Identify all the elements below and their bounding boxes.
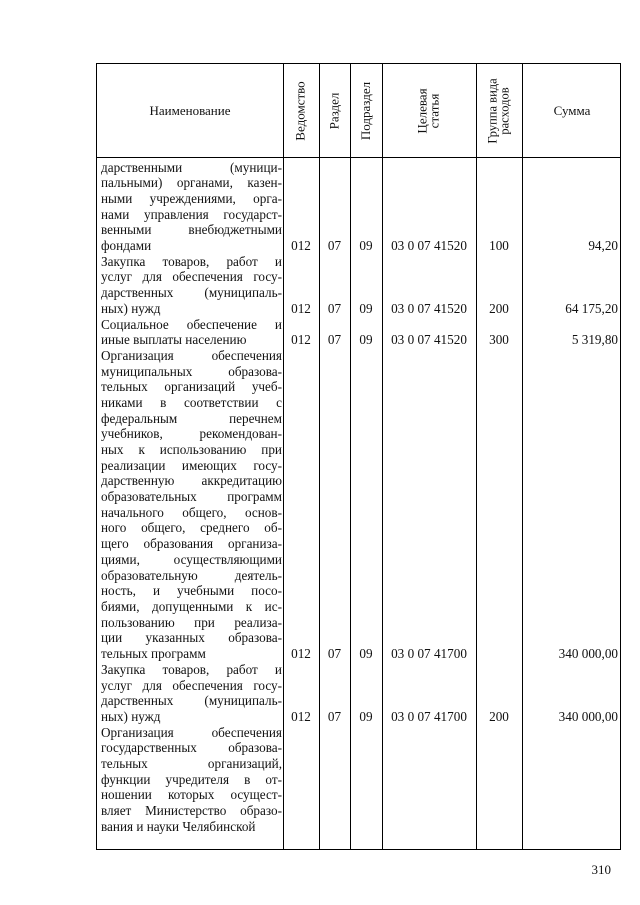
col-divider bbox=[476, 64, 477, 849]
row-name-line: Организация обеспечения bbox=[101, 724, 282, 740]
row-name-line: вляет Министерство образо- bbox=[101, 803, 282, 819]
row-name-line: тельных организаций, bbox=[101, 756, 282, 772]
header-target-line2: статья bbox=[426, 93, 442, 128]
row-name-line: тельных программ bbox=[101, 645, 206, 661]
cell-subsection: 09 bbox=[359, 300, 373, 316]
header-section bbox=[319, 64, 350, 157]
row-name-line: образовательную деятель- bbox=[101, 567, 282, 583]
col-divider bbox=[522, 64, 523, 849]
row-name-line: услуг для обеспечения госу- bbox=[101, 269, 282, 285]
col-divider bbox=[319, 64, 320, 849]
header-group-line1: Группа вида bbox=[486, 77, 501, 144]
row-name-line: образовательных программ bbox=[101, 489, 282, 505]
row-name-line: венными внебюджетными bbox=[101, 222, 282, 238]
cell-target: 03 0 07 41520 bbox=[391, 300, 467, 316]
header-target-line1: Целевая bbox=[414, 87, 430, 134]
row-name-line: ного общего, среднего об- bbox=[101, 520, 282, 536]
cell-group: 300 bbox=[489, 332, 509, 348]
row-name bbox=[101, 725, 282, 835]
header-dept bbox=[283, 64, 319, 157]
cell-subsection: 09 bbox=[359, 238, 373, 253]
header-dept-label: Ведомство bbox=[293, 80, 308, 141]
row-name-line: Закупка товаров, работ и bbox=[101, 661, 282, 677]
cell-target: 03 0 07 41520 bbox=[391, 332, 467, 348]
col-divider bbox=[283, 64, 284, 849]
header-group-label bbox=[487, 78, 511, 143]
row-name bbox=[101, 160, 282, 254]
header-subsection bbox=[350, 64, 382, 157]
row-name-line: ными учреждениями, орга- bbox=[101, 190, 282, 206]
cell-sum: 340 000,00 bbox=[558, 709, 618, 724]
header-group-line2: расходов bbox=[498, 86, 513, 135]
header-name bbox=[97, 64, 283, 157]
row-name-line: циями, осуществляющими bbox=[101, 551, 282, 567]
cell-dept: 012 bbox=[291, 646, 311, 662]
cell-sum: 5 319,80 bbox=[571, 332, 618, 348]
header-sum-label: Сумма bbox=[553, 102, 591, 118]
cell-subsection: 09 bbox=[359, 332, 373, 348]
row-name-line: Социальное обеспечение и bbox=[101, 316, 282, 332]
row-name-line: ных) нужд bbox=[101, 708, 161, 724]
row-name-line: дарственных (муниципаль- bbox=[101, 693, 282, 709]
header-sum bbox=[522, 64, 622, 157]
row-name-line: нами управления государст- bbox=[101, 206, 282, 222]
row-name-line: дарственных (муниципаль- bbox=[101, 285, 282, 301]
header-target-label bbox=[414, 87, 442, 134]
row-name-line: функции учредителя в от- bbox=[101, 771, 282, 787]
row-name-line: реализации имеющих госу- bbox=[101, 457, 282, 473]
row-name-line: иные выплаты населению bbox=[101, 332, 247, 348]
cell-section: 07 bbox=[327, 300, 342, 316]
row-name-line: щего образования организа- bbox=[101, 536, 282, 552]
row-name-line: ношении которых осущест- bbox=[101, 787, 282, 803]
cell-section: 07 bbox=[327, 332, 342, 348]
row-name-line: тельных организаций учеб- bbox=[101, 379, 282, 395]
row-name-line: фондами bbox=[101, 237, 152, 253]
cell-target: 03 0 07 41700 bbox=[391, 709, 467, 724]
cell-subsection: 09 bbox=[359, 709, 373, 724]
row-name-line: услуг для обеспечения госу- bbox=[101, 677, 282, 693]
row-name-line: федеральным перечнем bbox=[101, 410, 282, 426]
cell-dept: 012 bbox=[291, 332, 311, 348]
header-divider bbox=[97, 157, 620, 158]
row-name-line: пользованию при реализа- bbox=[101, 614, 282, 630]
row-name-line: ции указанных образова- bbox=[101, 630, 282, 646]
col-divider bbox=[382, 64, 383, 849]
row-name-line: ных) нужд bbox=[101, 300, 161, 316]
cell-dept: 012 bbox=[291, 709, 311, 724]
cell-section: 07 bbox=[327, 646, 342, 662]
row-name-line: учебников, рекомендован- bbox=[101, 426, 282, 442]
cell-sum: 340 000,00 bbox=[558, 646, 618, 662]
row-name bbox=[101, 317, 282, 348]
row-name-line: Закупка товаров, работ и bbox=[101, 253, 282, 269]
header-target bbox=[382, 64, 476, 157]
cell-sum: 64 175,20 bbox=[565, 300, 618, 316]
row-name bbox=[101, 254, 282, 317]
header-section-label: Раздел bbox=[326, 92, 342, 129]
page-number: 310 bbox=[591, 862, 611, 877]
cell-target: 03 0 07 41520 bbox=[391, 238, 467, 253]
cell-sum: 94,20 bbox=[588, 238, 618, 253]
row-name-line: ность, и учебными посо- bbox=[101, 583, 282, 599]
row-name-line: никами в соответствии с bbox=[101, 394, 282, 410]
row-name-line: биями, допущенными к ис- bbox=[101, 598, 282, 614]
cell-dept: 012 bbox=[291, 300, 311, 316]
cell-dept: 012 bbox=[291, 238, 311, 253]
row-name-line: пальными) органами, казен- bbox=[101, 175, 282, 191]
row-name bbox=[101, 662, 282, 725]
row-name-line: ных к использованию при bbox=[101, 442, 282, 458]
row-name-line: дарственную аккредитацию bbox=[101, 473, 282, 489]
row-name bbox=[101, 348, 282, 662]
row-name-line: вания и науки Челябинской bbox=[101, 818, 256, 834]
cell-group: 200 bbox=[489, 709, 509, 724]
header-name-label: Наименование bbox=[149, 102, 231, 118]
budget-table bbox=[96, 63, 621, 850]
col-divider bbox=[350, 64, 351, 849]
row-name-line: дарственными (муници- bbox=[101, 159, 282, 175]
row-name-line: Организация обеспечения bbox=[101, 347, 282, 363]
row-name-line: начального общего, основ- bbox=[101, 504, 282, 520]
header-subsection-label: Подраздел bbox=[358, 81, 374, 140]
row-name-line: государственных образова- bbox=[101, 740, 282, 756]
cell-group: 200 bbox=[489, 300, 509, 316]
cell-section: 07 bbox=[327, 238, 342, 253]
cell-group: 100 bbox=[489, 238, 509, 253]
cell-target: 03 0 07 41700 bbox=[391, 646, 467, 662]
cell-subsection: 09 bbox=[359, 646, 373, 662]
row-name-line: муниципальных образова- bbox=[101, 363, 282, 379]
cell-section: 07 bbox=[327, 709, 342, 724]
header-group bbox=[476, 64, 522, 157]
